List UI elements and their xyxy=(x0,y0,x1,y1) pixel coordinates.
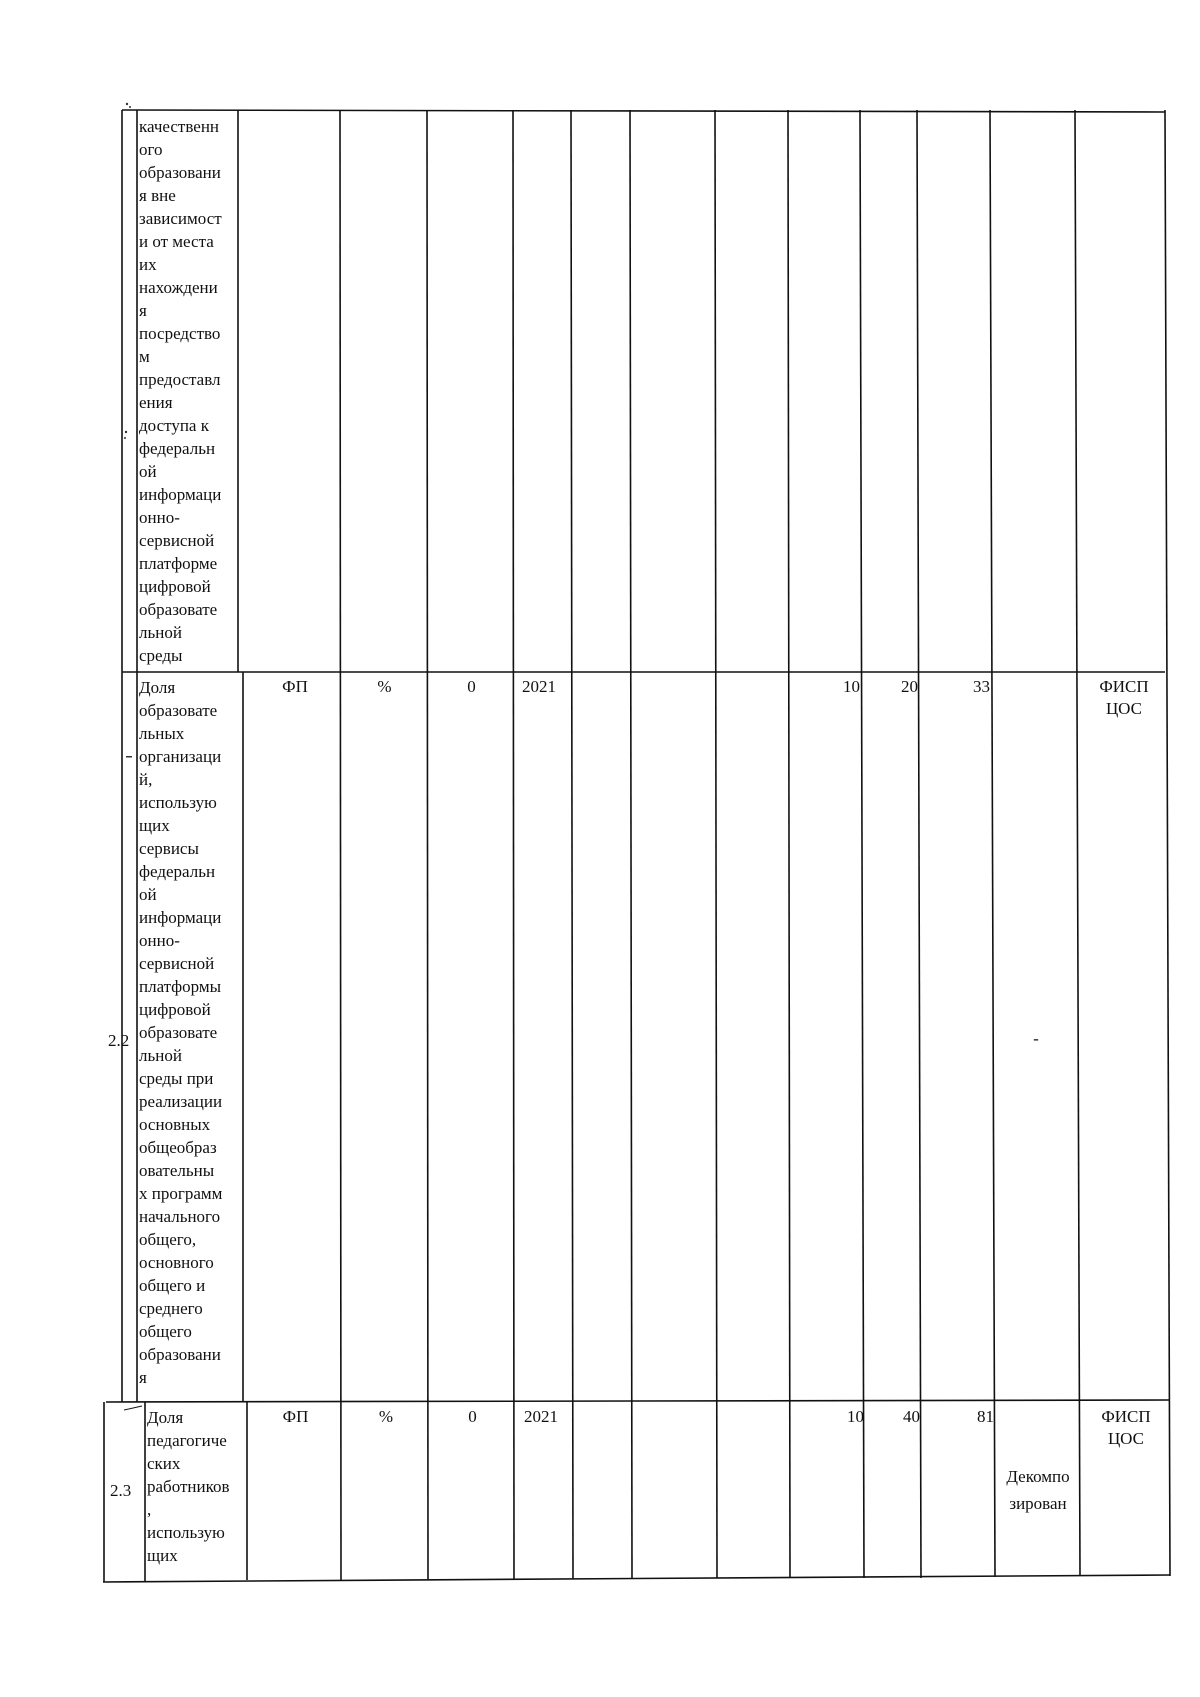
row-2-3-source: ФП xyxy=(282,1407,309,1426)
row-2-2-description: Доля образовате льных организаци й, использую щих сервисы федеральн ой информаци онно- сервисной платформы цифровой образовате льной среды при реализации основных общеобраз овательны х программ начального общего, основного общего и среднего общего образовани я xyxy=(139,678,223,1387)
right-border xyxy=(1165,110,1170,1576)
row-1-description: качественн ого образовани я вне зависимост и от места их нахождени я посредство м предоставл ения доступа к федеральн ой информаци онно- сервисной платформе цифровой образовате льной среды xyxy=(139,117,222,665)
row-2-2-base-year: 2021 xyxy=(522,677,556,696)
row-2-2-number: 2.2 xyxy=(108,1031,130,1050)
col-line-2 xyxy=(427,110,428,1579)
row-2-3-note: Декомпо зирован xyxy=(1006,1467,1070,1513)
row-2-2-base-value: 0 xyxy=(467,677,476,696)
row-divider-2 xyxy=(106,1400,1170,1402)
col-line-7 xyxy=(788,110,790,1578)
col-line-1 xyxy=(340,110,341,1580)
col-line-6 xyxy=(715,110,717,1578)
row-2-3-number: 2.3 xyxy=(110,1481,132,1500)
col-line-4 xyxy=(571,110,573,1579)
top-border xyxy=(122,110,1165,112)
row-2-3-value-3: 81 xyxy=(977,1407,994,1426)
row-2-2-value-2: 20 xyxy=(901,677,918,696)
row-2-3-system: ФИСП ЦОС xyxy=(1101,1407,1151,1448)
col-line-10 xyxy=(990,110,995,1577)
row-2-2-note: - xyxy=(1033,1029,1039,1048)
col-line-8 xyxy=(860,110,864,1578)
row-2-2-unit: % xyxy=(377,677,392,696)
row-2-2-source: ФП xyxy=(282,677,308,696)
scan-mark-line xyxy=(124,1406,142,1410)
row-2-2-value-1: 10 xyxy=(843,677,860,696)
col-line-3 xyxy=(513,110,514,1579)
bottom-border xyxy=(103,1575,1170,1582)
row-2-2-value-3: 33 xyxy=(973,677,990,696)
col-line-5 xyxy=(630,110,632,1578)
row-2-3-base-year: 2021 xyxy=(524,1407,558,1426)
row-2-3-unit: % xyxy=(378,1407,394,1426)
col-line-9 xyxy=(917,110,921,1578)
row-2-3-value-1: 10 xyxy=(847,1407,864,1426)
row-2-3-description: Доля педагогиче ских работников , использую щих xyxy=(147,1408,230,1565)
row-2-3-value-2: 40 xyxy=(903,1407,920,1426)
scan-specks xyxy=(124,103,132,758)
row-2-3-base-value: 0 xyxy=(468,1407,477,1426)
row-2-2-system: ФИСП ЦОС xyxy=(1099,677,1149,718)
col-line-11 xyxy=(1075,110,1080,1576)
